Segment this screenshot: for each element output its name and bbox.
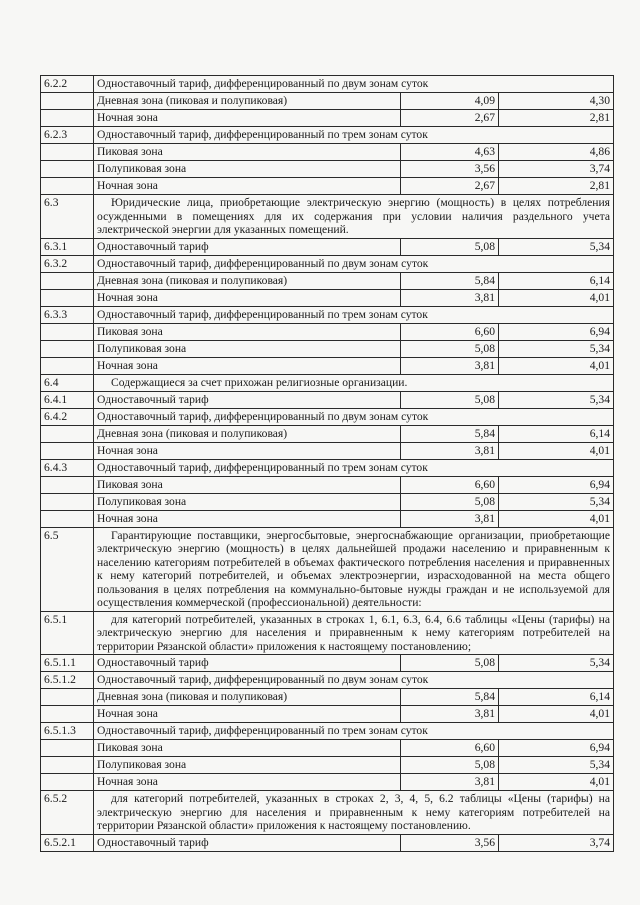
- table-row: [41, 144, 614, 161]
- table-row: [41, 161, 614, 178]
- tariff-name: Одноставочный тариф: [94, 655, 401, 672]
- tariff-name: Одноставочный тариф: [94, 238, 401, 255]
- category-description: Гарантирующие поставщики, энергосбытовые, энергоснабжающие организации, приобретающие электрическую энергию (мощность) в целях дальнейшей продажи населению и приравненным к населению категориям потребителей в объемах фактического потребления населения и приравненных к нему категорий потребителей, и объемах электроэнергии, израсходованной на места общего пользования в целях потребления на коммунально-бытовые нужды граждан и не используемой для осуществления коммерческой (профессиональной) деятельности:: [94, 527, 614, 611]
- row-number-empty: [41, 357, 94, 374]
- table-row: [41, 611, 614, 655]
- row-number: 6.5.1.1: [41, 655, 94, 672]
- tariff-group-title: Одноставочный тариф, дифференцированный по двум зонам суток: [94, 408, 614, 425]
- zone-name: Ночная зона: [94, 442, 401, 459]
- tariff-value-2: 5,34: [499, 340, 614, 357]
- table-row: [41, 791, 614, 835]
- table-row: [41, 255, 614, 272]
- table-row: [41, 195, 614, 239]
- table-row: [41, 774, 614, 791]
- tariff-value-1: 6,60: [401, 740, 499, 757]
- category-description: для категорий потребителей, указанных в строках 1, 6.1, 6.3, 6.4, 6.6 таблицы «Цены (тарифы) на электрическую энергию для населения и приравненным к нему категориям потребителей на территории Рязанской области» приложения к настоящему постановлению;: [94, 611, 614, 655]
- table-row: [41, 110, 614, 127]
- tariff-value-1: 5,84: [401, 272, 499, 289]
- tariff-value-1: 3,56: [401, 834, 499, 851]
- tariff-value-1: 3,81: [401, 706, 499, 723]
- table-row: [41, 391, 614, 408]
- row-number-empty: [41, 442, 94, 459]
- zone-name: Дневная зона (пиковая и полупиковая): [94, 93, 401, 110]
- zone-name: Ночная зона: [94, 178, 401, 195]
- table-row: [41, 834, 614, 851]
- table-row: [41, 178, 614, 195]
- tariff-value-2: 3,74: [499, 161, 614, 178]
- table-row: [41, 527, 614, 611]
- tariff-value-1: 6,60: [401, 323, 499, 340]
- row-number-empty: [41, 740, 94, 757]
- row-number-empty: [41, 340, 94, 357]
- tariff-value-2: 4,01: [499, 357, 614, 374]
- table-row: [41, 493, 614, 510]
- row-number-empty: [41, 757, 94, 774]
- tariff-value-1: 4,63: [401, 144, 499, 161]
- row-number-empty: [41, 289, 94, 306]
- tariff-table-body: [41, 76, 614, 852]
- table-row: [41, 408, 614, 425]
- tariff-value-1: 3,81: [401, 774, 499, 791]
- tariff-value-1: 5,84: [401, 689, 499, 706]
- tariff-value-1: 3,81: [401, 357, 499, 374]
- row-number-empty: [41, 689, 94, 706]
- zone-name: Пиковая зона: [94, 476, 401, 493]
- tariff-value-2: 4,30: [499, 93, 614, 110]
- tariff-value-1: 3,81: [401, 289, 499, 306]
- tariff-value-1: 5,08: [401, 655, 499, 672]
- table-row: [41, 289, 614, 306]
- zone-name: Ночная зона: [94, 357, 401, 374]
- zone-name: Дневная зона (пиковая и полупиковая): [94, 689, 401, 706]
- row-number: 6.2.3: [41, 127, 94, 144]
- table-row: [41, 93, 614, 110]
- zone-name: Полупиковая зона: [94, 493, 401, 510]
- tariff-value-1: 3,56: [401, 161, 499, 178]
- table-row: [41, 476, 614, 493]
- table-row: [41, 655, 614, 672]
- table-row: [41, 127, 614, 144]
- tariff-value-2: 6,94: [499, 476, 614, 493]
- row-number: 6.3: [41, 195, 94, 239]
- tariff-group-title: Одноставочный тариф, дифференцированный по трем зонам суток: [94, 723, 614, 740]
- table-row: [41, 238, 614, 255]
- tariff-value-2: 4,01: [499, 706, 614, 723]
- category-description: Содержащиеся за счет прихожан религиозные организации.: [94, 374, 614, 391]
- row-number-empty: [41, 774, 94, 791]
- tariff-group-title: Одноставочный тариф, дифференцированный по двум зонам суток: [94, 255, 614, 272]
- tariff-value-2: 6,14: [499, 689, 614, 706]
- zone-name: Дневная зона (пиковая и полупиковая): [94, 425, 401, 442]
- tariff-name: Одноставочный тариф: [94, 834, 401, 851]
- tariff-group-title: Одноставочный тариф, дифференцированный по трем зонам суток: [94, 459, 614, 476]
- tariff-value-2: 4,01: [499, 442, 614, 459]
- tariff-value-2: 3,74: [499, 834, 614, 851]
- tariff-value-2: 5,34: [499, 757, 614, 774]
- tariff-value-1: 2,67: [401, 178, 499, 195]
- tariff-value-2: 6,14: [499, 425, 614, 442]
- row-number: 6.5.1: [41, 611, 94, 655]
- tariff-group-title: Одноставочный тариф, дифференцированный по трем зонам суток: [94, 306, 614, 323]
- table-row: [41, 459, 614, 476]
- zone-name: Ночная зона: [94, 289, 401, 306]
- table-row: [41, 323, 614, 340]
- tariff-value-2: 4,01: [499, 510, 614, 527]
- row-number: 6.4.3: [41, 459, 94, 476]
- row-number: 6.4.2: [41, 408, 94, 425]
- tariff-value-1: 5,08: [401, 757, 499, 774]
- tariff-value-2: 5,34: [499, 238, 614, 255]
- tariff-value-2: 5,34: [499, 493, 614, 510]
- row-number-empty: [41, 476, 94, 493]
- tariff-value-2: 5,34: [499, 655, 614, 672]
- table-row: [41, 357, 614, 374]
- table-row: [41, 689, 614, 706]
- tariff-name: Одноставочный тариф: [94, 391, 401, 408]
- tariff-group-title: Одноставочный тариф, дифференцированный по трем зонам суток: [94, 127, 614, 144]
- zone-name: Полупиковая зона: [94, 161, 401, 178]
- tariff-value-1: 4,09: [401, 93, 499, 110]
- row-number-empty: [41, 425, 94, 442]
- tariff-group-title: Одноставочный тариф, дифференцированный по двум зонам суток: [94, 672, 614, 689]
- row-number: 6.4: [41, 374, 94, 391]
- row-number-empty: [41, 272, 94, 289]
- zone-name: Дневная зона (пиковая и полупиковая): [94, 272, 401, 289]
- row-number: 6.5.1.2: [41, 672, 94, 689]
- tariff-value-2: 4,01: [499, 774, 614, 791]
- row-number-empty: [41, 706, 94, 723]
- tariff-value-1: 5,08: [401, 340, 499, 357]
- tariff-value-2: 4,01: [499, 289, 614, 306]
- zone-name: Ночная зона: [94, 774, 401, 791]
- table-row: [41, 672, 614, 689]
- table-row: [41, 510, 614, 527]
- tariff-group-title: Одноставочный тариф, дифференцированный по двум зонам суток: [94, 76, 614, 93]
- row-number-empty: [41, 110, 94, 127]
- category-description: для категорий потребителей, указанных в строках 2, 3, 4, 5, 6.2 таблицы «Цены (тарифы) на электрическую энергию для населения и приравненным к нему категориям потребителей на территории Рязанской области» приложения к настоящему постановлению.: [94, 791, 614, 835]
- zone-name: Пиковая зона: [94, 323, 401, 340]
- tariff-value-2: 6,14: [499, 272, 614, 289]
- row-number: 6.5.2: [41, 791, 94, 835]
- row-number: 6.5.2.1: [41, 834, 94, 851]
- table-row: [41, 374, 614, 391]
- table-row: [41, 340, 614, 357]
- row-number: 6.3.1: [41, 238, 94, 255]
- row-number: 6.4.1: [41, 391, 94, 408]
- tariff-value-1: 5,08: [401, 391, 499, 408]
- tariff-value-2: 4,86: [499, 144, 614, 161]
- row-number: 6.3.3: [41, 306, 94, 323]
- category-description: Юридические лица, приобретающие электрическую энергию (мощность) в целях потребления осужденными в помещениях для их содержания при условии наличия раздельного учета электрической энергии для указанных помещений.: [94, 195, 614, 239]
- row-number: 6.3.2: [41, 255, 94, 272]
- tariff-table: [40, 75, 614, 852]
- tariff-value-2: 5,34: [499, 391, 614, 408]
- table-row: [41, 306, 614, 323]
- row-number-empty: [41, 178, 94, 195]
- zone-name: Пиковая зона: [94, 144, 401, 161]
- tariff-value-1: 2,67: [401, 110, 499, 127]
- zone-name: Пиковая зона: [94, 740, 401, 757]
- table-row: [41, 706, 614, 723]
- table-row: [41, 76, 614, 93]
- zone-name: Полупиковая зона: [94, 757, 401, 774]
- row-number-empty: [41, 493, 94, 510]
- tariff-value-1: 3,81: [401, 442, 499, 459]
- tariff-value-2: 6,94: [499, 740, 614, 757]
- tariff-value-2: 2,81: [499, 178, 614, 195]
- tariff-value-2: 6,94: [499, 323, 614, 340]
- table-row: [41, 272, 614, 289]
- row-number-empty: [41, 93, 94, 110]
- table-row: [41, 723, 614, 740]
- row-number-empty: [41, 323, 94, 340]
- tariff-value-1: 5,08: [401, 238, 499, 255]
- tariff-value-1: 5,08: [401, 493, 499, 510]
- row-number-empty: [41, 161, 94, 178]
- tariff-value-1: 6,60: [401, 476, 499, 493]
- tariff-value-1: 5,84: [401, 425, 499, 442]
- zone-name: Ночная зона: [94, 110, 401, 127]
- zone-name: Полупиковая зона: [94, 340, 401, 357]
- tariff-value-1: 3,81: [401, 510, 499, 527]
- row-number: 6.2.2: [41, 76, 94, 93]
- row-number: 6.5.1.3: [41, 723, 94, 740]
- table-row: [41, 442, 614, 459]
- zone-name: Ночная зона: [94, 510, 401, 527]
- row-number-empty: [41, 510, 94, 527]
- row-number: 6.5: [41, 527, 94, 611]
- zone-name: Ночная зона: [94, 706, 401, 723]
- row-number-empty: [41, 144, 94, 161]
- table-row: [41, 425, 614, 442]
- tariff-value-2: 2,81: [499, 110, 614, 127]
- table-row: [41, 757, 614, 774]
- table-row: [41, 740, 614, 757]
